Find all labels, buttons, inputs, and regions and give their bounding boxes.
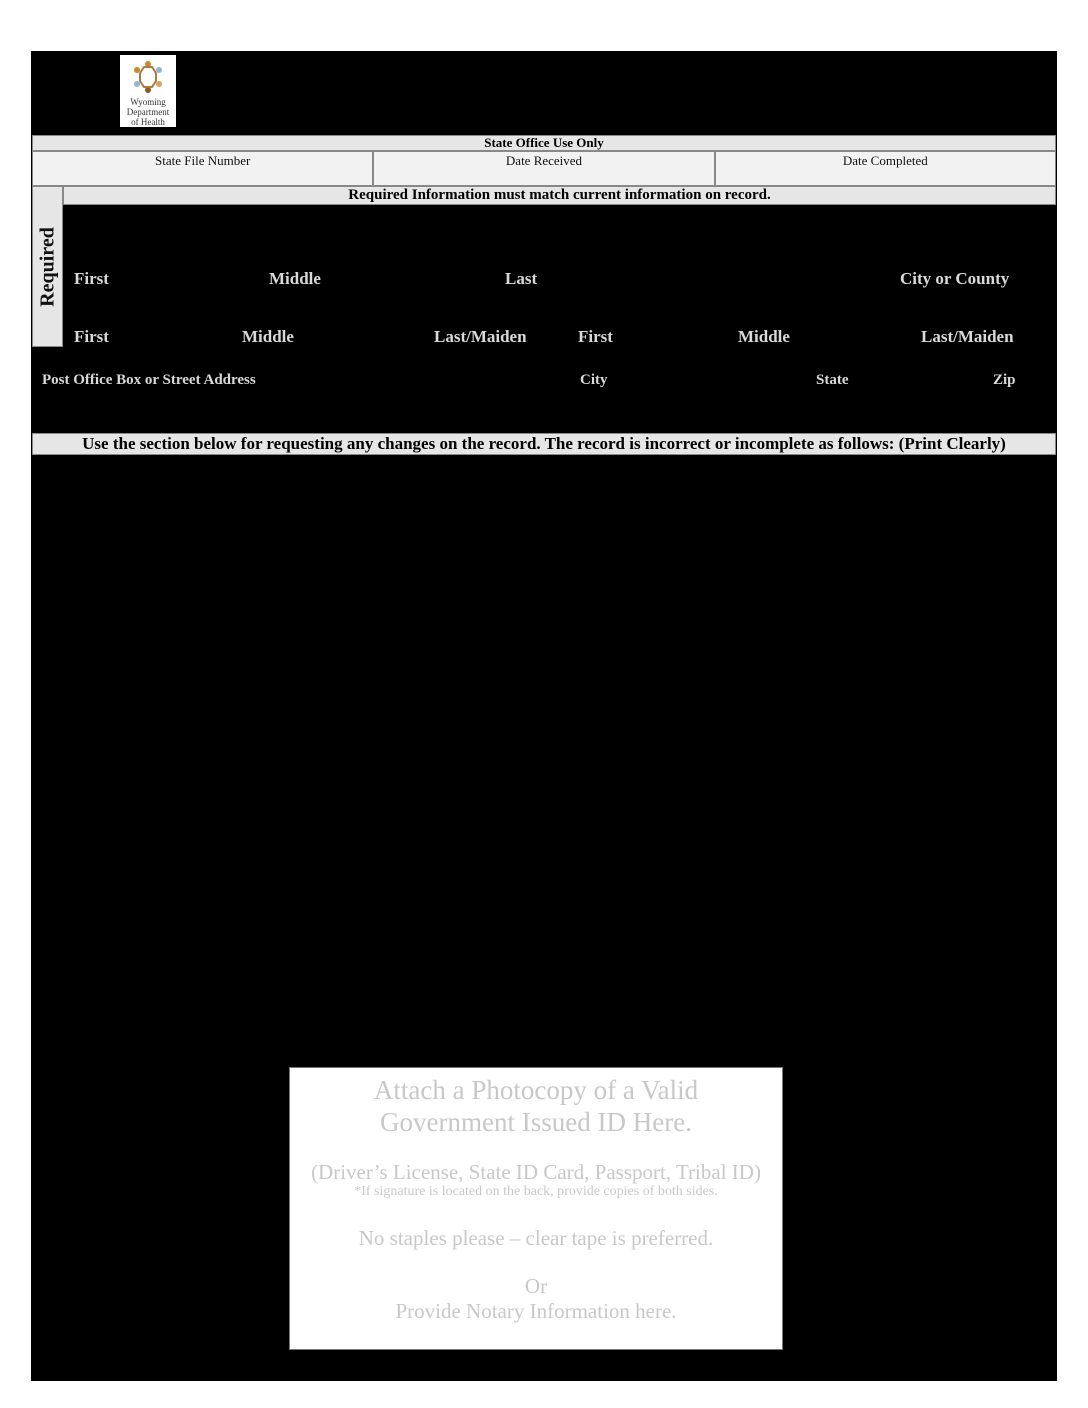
logo <box>120 55 176 127</box>
parent2-last-maiden-label: Last/Maiden <box>921 327 1014 346</box>
required-side-label <box>32 186 63 347</box>
parent2-middle-label: Middle <box>738 327 790 346</box>
middle-name-label: Middle <box>269 269 321 288</box>
logo-line-2: Department <box>126 107 170 117</box>
id-title-line-2: Government Issued ID Here. <box>380 1107 692 1137</box>
date-received-label: Date Received <box>505 153 583 168</box>
date-completed-field[interactable] <box>715 151 1056 186</box>
logo-line-1: Wyoming <box>130 97 166 107</box>
changes-text-area[interactable] <box>32 455 1056 1055</box>
id-types: (Driver’s License, State ID Card, Passport, Tribal ID) <box>311 1160 761 1184</box>
state-file-number-label: State File Number <box>155 153 251 168</box>
state-label: State <box>816 372 849 388</box>
zip-label: Zip <box>993 372 1016 388</box>
id-signature-note: *If signature is located on the back, provide copies of both sides. <box>354 1184 718 1199</box>
parent1-last-maiden-label: Last/Maiden <box>434 327 527 346</box>
id-title-line-1: Attach a Photocopy of a Valid <box>373 1075 699 1105</box>
state-office-fields <box>32 151 1056 186</box>
id-attachment-box <box>289 1067 783 1350</box>
last-name-label: Last <box>505 269 538 288</box>
id-or: Or <box>524 1274 548 1298</box>
first-name-label: First <box>74 269 109 288</box>
state-file-number-field[interactable] <box>32 151 373 186</box>
parent1-first-label: First <box>74 327 109 346</box>
required-label: Required <box>36 226 58 307</box>
parent1-middle-label: Middle <box>242 327 294 346</box>
date-completed-label: Date Completed <box>842 153 928 168</box>
wyoming-health-logo-icon <box>128 57 168 97</box>
required-notice: Required Information must match current information on record. <box>63 186 1056 205</box>
street-address-label: Post Office Box or Street Address <box>42 372 256 388</box>
changes-notice: Use the section below for requesting any changes on the record. The record is incorrect or incomplete as follows: (Print Clearly) <box>32 433 1056 455</box>
city-or-county-label: City or County <box>900 269 1010 288</box>
logo-line-3: of Health <box>131 117 165 127</box>
date-received-field[interactable] <box>373 151 714 186</box>
parent2-first-label: First <box>578 327 613 346</box>
id-notary-note: Provide Notary Information here. <box>395 1299 677 1323</box>
form-page <box>31 51 1057 1381</box>
city-label: City <box>580 372 608 388</box>
state-office-title: State Office Use Only <box>32 135 1056 151</box>
id-tape-note: No staples please – clear tape is preferred. <box>358 1226 714 1250</box>
